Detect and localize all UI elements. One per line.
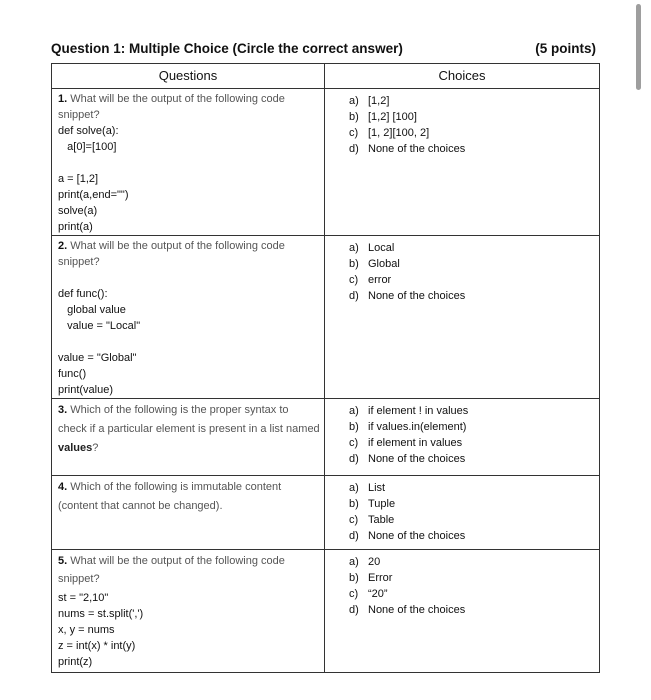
code-line: def solve(a):: [58, 125, 119, 137]
question-number: 4.: [58, 481, 68, 493]
choices-cell: [325, 236, 600, 399]
question-table: [51, 63, 600, 673]
code-line: print(a): [58, 221, 93, 233]
choice-option[interactable]: b) Global: [349, 258, 400, 270]
code-line: solve(a): [58, 205, 98, 217]
choice-option[interactable]: c) “20”: [349, 588, 388, 600]
scrollbar[interactable]: [636, 4, 641, 90]
question-header: [51, 41, 596, 59]
choice-option[interactable]: b) [1,2] [100]: [349, 111, 417, 123]
question-text: 3. Which of the following is the proper syntax to check if a particular element is present in a list named values?: [58, 404, 320, 454]
choices-column-header: Choices: [325, 64, 600, 89]
question-text: [58, 240, 285, 268]
table-row: [52, 476, 600, 550]
points-label: (5 points): [535, 41, 596, 56]
question-number: 1.: [58, 93, 68, 105]
choice-option[interactable]: b) Error: [349, 572, 393, 584]
choice-option[interactable]: a) if element ! in values: [349, 405, 469, 417]
question-text: [58, 481, 281, 512]
choice-option[interactable]: d) None of the choices: [349, 290, 466, 302]
choice-option[interactable]: c) error: [349, 274, 392, 286]
code-line: func(): [58, 368, 87, 380]
question-number: 3.: [58, 404, 68, 416]
choice-option[interactable]: a) List: [349, 482, 386, 494]
code-line: global value: [58, 304, 126, 316]
question-cell: [52, 89, 325, 236]
choice-option[interactable]: d) None of the choices: [349, 453, 466, 465]
choices-cell: [325, 399, 600, 476]
code-line: a[0]=[100]: [58, 141, 117, 153]
choice-option[interactable]: c) [1, 2][100, 2]: [349, 127, 430, 139]
code-snippet: [58, 590, 320, 670]
choice-option[interactable]: a) [1,2]: [349, 95, 390, 107]
choice-option[interactable]: d) None of the choices: [349, 530, 466, 542]
question-cell: [52, 476, 325, 550]
question-number: 5.: [58, 555, 68, 567]
code-snippet: [58, 123, 320, 235]
question-prompt: Which of the following is the proper syntax to check if a particular element is present in a list named: [58, 404, 320, 435]
choice-option[interactable]: c) Table: [349, 514, 395, 526]
question-keyword: values: [58, 442, 93, 454]
choice-option[interactable]: d) None of the choices: [349, 604, 466, 616]
choice-option[interactable]: b) if values.in(element): [349, 421, 467, 433]
questions-column-header: Questions: [52, 64, 325, 89]
choices-cell: [325, 476, 600, 550]
table-row: [52, 89, 600, 236]
choice-option[interactable]: a) 20: [349, 556, 381, 568]
code-line: print(value): [58, 384, 114, 396]
code-line: a = [1,2]: [58, 173, 99, 185]
choices-cell: [325, 550, 600, 673]
code-line: value = "Local": [58, 320, 141, 332]
choice-option[interactable]: d) None of the choices: [349, 143, 466, 155]
table-row: [52, 550, 600, 673]
table-row: [52, 399, 600, 476]
question-text: [58, 555, 285, 585]
choice-option[interactable]: a) Local: [349, 242, 395, 254]
code-line: st = "2,10": [58, 592, 109, 604]
question-number: 2.: [58, 240, 68, 252]
question-cell: [52, 399, 325, 476]
code-line: def func():: [58, 288, 108, 300]
code-line: print(a,end=""): [58, 189, 129, 201]
question-prompt: Which of the following is immutable content (content that cannot be changed).: [58, 481, 282, 512]
question-text: [58, 93, 285, 121]
question-cell: [52, 236, 325, 399]
code-line: nums = st.split(','): [58, 608, 144, 620]
question-prompt: What will be the output of the following code snippet?: [58, 240, 285, 268]
table-row: [52, 236, 600, 399]
choice-option[interactable]: c) if element in values: [349, 437, 463, 449]
question-cell: [52, 550, 325, 673]
choices-cell: [325, 89, 600, 236]
code-line: value = "Global": [58, 352, 137, 364]
code-line: print(z): [58, 656, 93, 668]
question-prompt: What will be the output of the following code snippet?: [58, 93, 285, 121]
question-prompt: What will be the output of the following code snippet?: [58, 555, 285, 585]
code-snippet: [58, 270, 320, 398]
code-line: z = int(x) * int(y): [58, 640, 136, 652]
choice-option[interactable]: b) Tuple: [349, 498, 396, 510]
code-line: x, y = nums: [58, 624, 115, 636]
question-title: Question 1: Multiple Choice (Circle the correct answer): [51, 41, 403, 56]
